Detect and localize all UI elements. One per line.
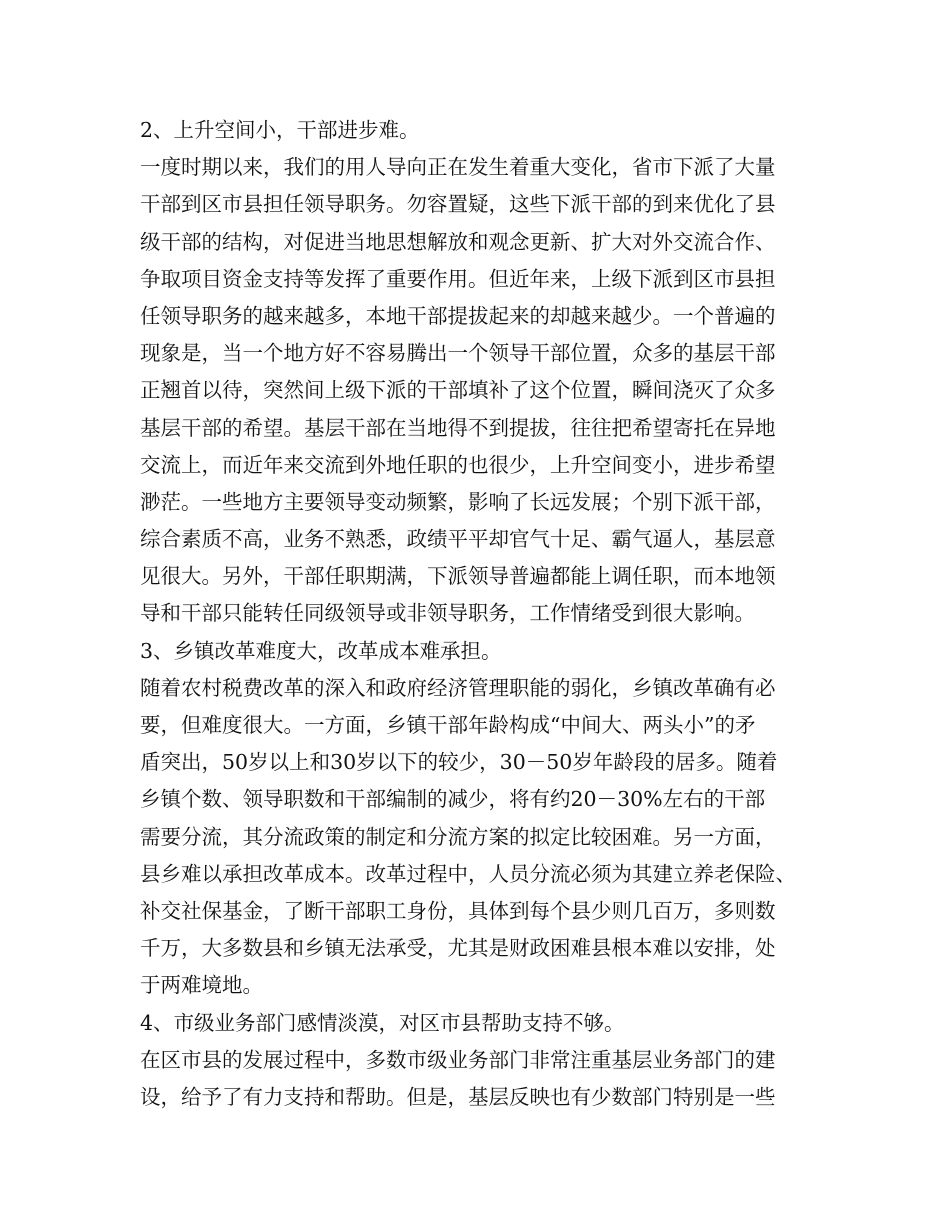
paragraph-line: 要，但难度很大。一方面，乡镇干部年龄构成“中间大、两头小”的矛 [140, 713, 756, 737]
paragraph-line: 见很大。另外，干部任职期满，下派领导普遍都能上调任职，而本地领 [140, 564, 776, 589]
paragraph-line: 争取项目资金支持等发挥了重要作用。但近年来，上级下派到区市县担 [140, 266, 776, 291]
paragraph-line: 级干部的结构，对促进当地思想解放和观念更新、扩大对外交流合作、 [140, 229, 776, 254]
paragraph-line: 设，给予了有力支持和帮助。但是，基层反映也有少数部门特别是一些 [140, 1084, 776, 1109]
paragraph-line: 一度时期以来，我们的用人导向正在发生着重大变化，省市下派了大量 [140, 155, 776, 180]
paragraph-line: 随着农村税费改革的深入和政府经济管理职能的弱化，乡镇改革确有必 [140, 675, 776, 700]
paragraph-line: 盾突出，50岁以上和30岁以下的较少，30－50岁年龄段的居多。随着 [140, 750, 778, 775]
paragraph-line: 基层干部的希望。基层干部在当地得不到提拔，往往把希望寄托在异地 [140, 415, 776, 440]
paragraph-line: 干部到区市县担任领导职务。勿容置疑，这些下派干部的到来优化了县 [140, 192, 776, 217]
paragraph-line: 导和干部只能转任同级领导或非领导职务，工作情绪受到很大影响。 [140, 601, 755, 626]
paragraph-line: 交流上，而近年来交流到外地任职的也很少，上升空间变小，进步希望 [140, 452, 776, 477]
paragraph-line: 乡镇个数、领导职数和干部编制的减少，将有约20－30%左右的干部 [140, 787, 766, 812]
paragraph-line: 县乡难以承担改革成本。改革过程中，人员分流必须为其建立养老保险、 [140, 861, 796, 886]
document-body [140, 112, 830, 1116]
paragraph-line: 于两难境地。 [140, 973, 263, 998]
paragraph-line: 任领导职务的越来越多，本地干部提拔起来的却越来越少。一个普遍的 [140, 303, 776, 328]
paragraph-line: 渺茫。一些地方主要领导变动频繁，影响了长远发展；个别下派干部， [140, 489, 776, 514]
section-heading-4: 4、市级业务部门感情淡漠，对区市县帮助支持不够。 [140, 1010, 625, 1035]
paragraph-line: 需要分流，其分流政策的制定和分流方案的拟定比较困难。另一方面， [140, 824, 776, 849]
paragraph-line: 正翘首以待，突然间上级下派的干部填补了这个位置，瞬间浇灭了众多 [140, 378, 776, 403]
paragraph-line: 在区市县的发展过程中，多数市级业务部门非常注重基层业务部门的建 [140, 1047, 776, 1072]
paragraph-line: 现象是，当一个地方好不容易腾出一个领导干部位置，众多的基层干部 [140, 341, 776, 366]
paragraph-line: 千万，大多数县和乡镇无法承受，尤其是财政困难县根本难以安排，处 [140, 936, 776, 961]
section-heading-2: 2、上升空间小，干部进步难。 [140, 118, 420, 142]
paragraph-line: 综合素质不高，业务不熟悉，政绩平平却官气十足、霸气逼人，基层意 [140, 527, 776, 552]
paragraph-line: 补交社保基金，了断干部职工身份，具体到每个县少则几百万，多则数 [140, 898, 776, 923]
section-heading-3: 3、乡镇改革难度大，改革成本难承担。 [140, 638, 502, 663]
